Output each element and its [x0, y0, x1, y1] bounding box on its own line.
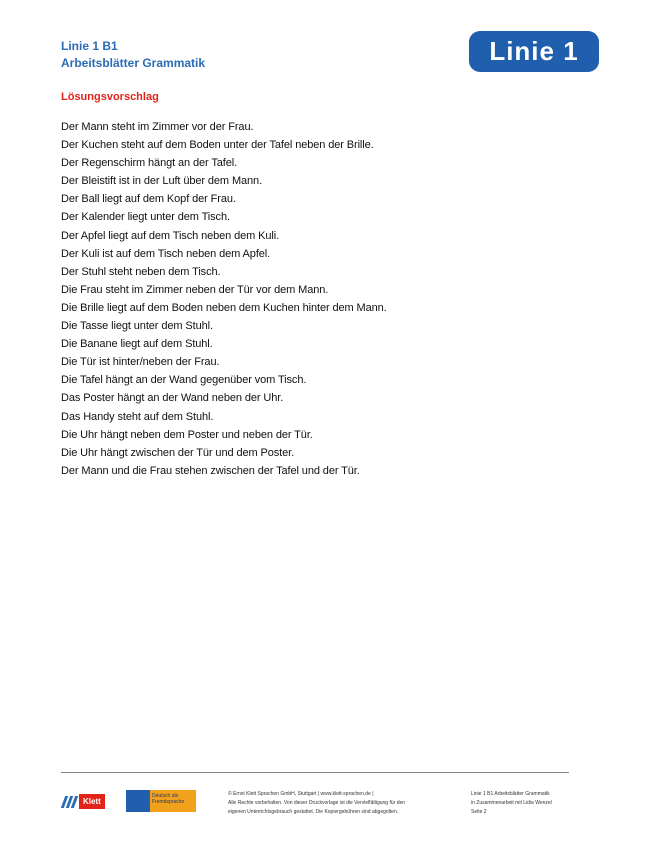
klett-logo — [61, 791, 105, 811]
klett-mark-icon — [61, 792, 77, 810]
solution-sentence: Der Bleistift ist in der Luft über dem Mann. — [61, 175, 263, 188]
dfs-logo-text: Deutsch als Fremdsprache — [150, 790, 196, 812]
section-title: Lösungsvorschlag — [61, 91, 159, 103]
solution-sentence: Die Uhr hängt neben dem Poster und neben der Tür. — [61, 428, 313, 441]
worksheet-title: Arbeitsblätter Grammatik — [61, 56, 206, 70]
solution-sentence: Der Apfel liegt auf dem Tisch neben dem Kuli. — [61, 229, 280, 242]
solution-sentence: Der Kalender liegt unter dem Tisch. — [61, 211, 230, 224]
solution-sentence: Die Tür ist hinter/neben der Frau. — [61, 356, 220, 369]
footer-page-info: Linie 1 B1 Arbeitsblätter Grammatik in Zusammenarbeit mit Lidia Wenzel Seite 2 — [471, 791, 552, 815]
solution-sentence: Die Brille liegt auf dem Boden neben dem Kuchen hinter dem Mann. — [61, 301, 387, 314]
solution-sentence: Der Mann und die Frau stehen zwischen der Tafel und der Tür. — [61, 464, 360, 477]
footer-copyright: © Ernst Klett Sprachen GmbH, Stuttgart | www.klett-sprachen.de | Alle Rechte vorbehalten. Von dieser Druckvorlage ist die Vervielfältigung für den eigenen Unterrichtsgebrauch gestattet. Die Kopiergebühren sind abgegolten. — [228, 791, 406, 815]
solution-sentence: Das Handy steht auf dem Stuhl. — [61, 410, 214, 423]
solution-sentence: Der Ball liegt auf dem Kopf der Frau. — [61, 193, 236, 206]
solution-sentence: Der Regenschirm hängt an der Tafel. — [61, 157, 238, 170]
solution-list — [61, 118, 387, 480]
klett-logo-text: Klett — [79, 794, 105, 809]
dfs-logo — [126, 790, 196, 812]
solution-sentence: Das Poster hängt an der Wand neben der Uhr. — [61, 392, 284, 405]
solution-sentence: Die Tafel hängt an der Wand gegenüber vom Tisch. — [61, 374, 307, 387]
solution-sentence: Der Mann steht im Zimmer vor der Frau. — [61, 121, 254, 133]
solution-sentence: Der Stuhl steht neben dem Tisch. — [61, 265, 221, 278]
solution-sentence: Die Uhr hängt zwischen der Tür und dem Poster. — [61, 446, 295, 459]
solution-sentence: Die Banane liegt auf dem Stuhl. — [61, 338, 213, 351]
solution-sentence: Die Frau steht im Zimmer neben der Tür vor dem Mann. — [61, 283, 329, 296]
document-header — [61, 38, 205, 72]
linie1-logo-text: Linie 1 — [489, 36, 579, 66]
course-title: Linie 1 B1 — [61, 39, 118, 53]
linie1-logo — [469, 31, 599, 72]
solution-sentence: Der Kuli ist auf dem Tisch neben dem Apfel. — [61, 247, 271, 260]
solution-sentence: Der Kuchen steht auf dem Boden unter der Tafel neben der Brille. — [61, 139, 374, 152]
solution-sentence: Die Tasse liegt unter dem Stuhl. — [61, 320, 213, 333]
footer-divider — [61, 772, 569, 773]
